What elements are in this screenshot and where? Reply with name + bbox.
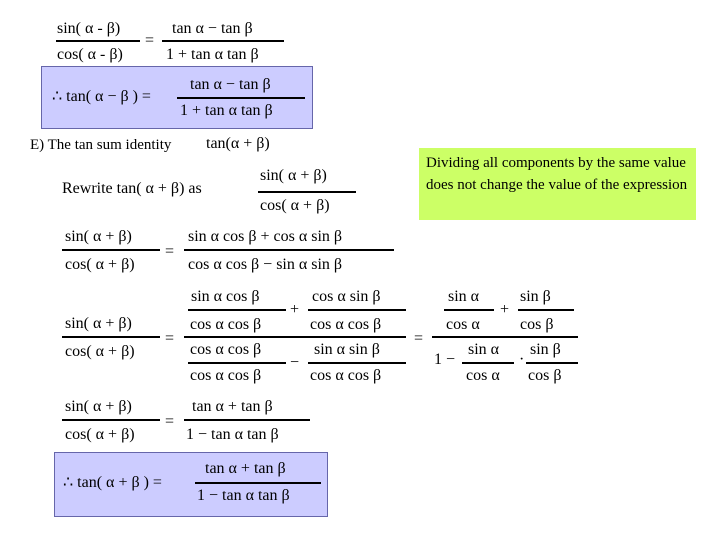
fraction-denominator: cos α cos β <box>190 367 262 384</box>
note-text: Dividing all components by the same value does not change the value of the expression <box>426 155 688 193</box>
fraction-numerator: tan α − tan β <box>172 20 253 37</box>
fraction-numerator: sin β <box>530 341 561 358</box>
compound-fraction-bar <box>184 336 406 338</box>
fraction-bar <box>462 362 514 364</box>
result-box <box>54 452 328 517</box>
fraction-bar <box>56 40 140 42</box>
fraction-denominator: cos( α + β) <box>65 256 135 273</box>
therefore-expression: ∴ tan( α + β ) = <box>63 474 162 491</box>
fraction-bar <box>62 249 160 251</box>
fraction-numerator: sin( α + β) <box>65 228 132 245</box>
fraction-denominator: 1 + tan α tan β <box>166 46 259 63</box>
fraction-numerator: sin α <box>448 288 480 305</box>
fraction-denominator: cos α <box>466 367 500 384</box>
fraction-numerator: cos α sin β <box>312 288 381 305</box>
equals-sign: = <box>165 330 175 347</box>
fraction-denominator: 1 − tan α tan β <box>197 487 290 504</box>
fraction-bar <box>308 362 406 364</box>
fraction-numerator: sin α cos β <box>191 288 260 305</box>
fraction-bar <box>177 97 305 99</box>
fraction-denominator: cos α <box>446 316 480 333</box>
fraction-denominator: cos α cos β <box>310 367 382 384</box>
heading-expression: tan(α + β) <box>206 135 270 152</box>
equals-sign: = <box>165 243 175 260</box>
fraction-bar <box>62 336 160 338</box>
fraction-numerator: sin( α + β) <box>65 398 132 415</box>
fraction-numerator: sin α cos β + cos α sin β <box>188 228 343 245</box>
fraction-denominator: 1 + tan α tan β <box>180 102 273 119</box>
fraction-bar <box>184 249 394 251</box>
equals-sign: = <box>414 330 424 347</box>
plus-sign: + <box>290 301 300 318</box>
plus-sign: + <box>500 301 510 318</box>
fraction-numerator: sin α <box>468 341 500 358</box>
fraction-bar <box>62 419 160 421</box>
fraction-numerator: sin( α - β) <box>57 20 121 37</box>
fraction-numerator: sin( α + β) <box>260 167 327 184</box>
minus-sign: − <box>290 354 300 371</box>
fraction-denominator: cos α cos β − sin α sin β <box>188 256 343 273</box>
fraction-numerator: sin β <box>520 288 551 305</box>
equals-sign: = <box>145 32 155 49</box>
fraction-bar <box>184 419 310 421</box>
section-heading: E) The tan sum identity <box>30 137 172 153</box>
fraction-numerator: tan α + tan β <box>192 398 273 415</box>
fraction-bar <box>188 362 286 364</box>
fraction-denominator: cos( α + β) <box>260 197 330 214</box>
compound-fraction-bar <box>432 336 578 338</box>
fraction-bar <box>308 309 406 311</box>
difference-result-box <box>41 66 313 129</box>
note-box <box>419 148 696 220</box>
therefore-expression: ∴ tan( α − β ) = <box>52 88 151 105</box>
fraction-denominator: cos( α - β) <box>57 46 123 63</box>
fraction-denominator: cos α cos β <box>190 316 262 333</box>
rewrite-text: Rewrite tan( α + β) as <box>62 180 202 197</box>
fraction-bar <box>258 191 356 193</box>
fraction-bar <box>526 362 578 364</box>
one-minus: 1 − <box>434 351 456 368</box>
fraction-denominator: cos β <box>528 367 562 384</box>
fraction-numerator: cos α cos β <box>190 341 262 358</box>
fraction-denominator: cos β <box>520 316 554 333</box>
fraction-bar <box>195 482 321 484</box>
fraction-bar <box>162 40 284 42</box>
fraction-denominator: cos( α + β) <box>65 426 135 443</box>
fraction-bar <box>444 309 494 311</box>
fraction-numerator: tan α − tan β <box>190 76 271 93</box>
fraction-numerator: sin α sin β <box>314 341 380 358</box>
dot-operator: · <box>519 351 525 368</box>
equals-sign: = <box>165 413 175 430</box>
fraction-numerator: tan α + tan β <box>205 460 286 477</box>
fraction-bar <box>188 309 286 311</box>
fraction-denominator: 1 − tan α tan β <box>186 426 279 443</box>
fraction-bar <box>518 309 574 311</box>
fraction-denominator: cos α cos β <box>310 316 382 333</box>
fraction-numerator: sin( α + β) <box>65 315 132 332</box>
fraction-denominator: cos( α + β) <box>65 343 135 360</box>
